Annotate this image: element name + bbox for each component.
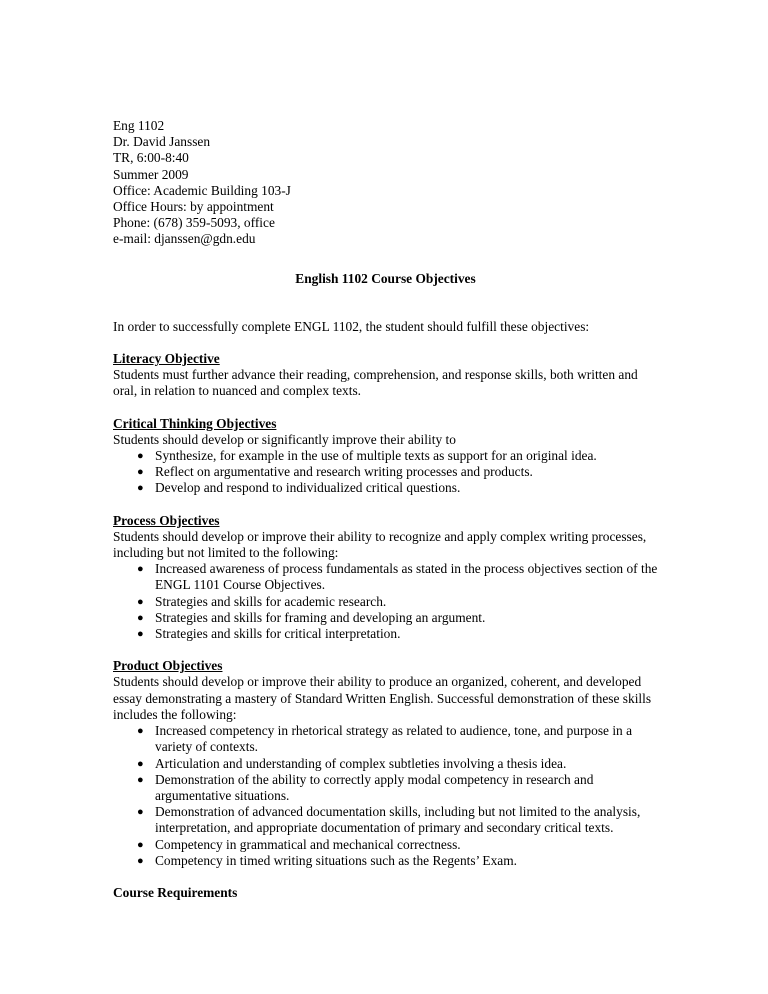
page-title: English 1102 Course Objectives [295,270,476,286]
list-item [113,723,658,755]
instructor-name: Dr. David Janssen [113,134,211,150]
office-hours: Office Hours: by appointment [113,199,274,215]
bullet-icon: ● [137,611,144,624]
critical-thinking-heading: Critical Thinking Objectives [113,415,277,431]
bullet-icon: ● [137,838,144,851]
critical-thinking-section [113,416,658,497]
critical-thinking-list [113,448,658,497]
process-body: Students should develop or improve their ability to recognize and apply complex writing processes, including but not limited to the following: [113,528,647,561]
list-item-text: Articulation and understanding of complex subtleties involving a thesis idea. [155,755,567,771]
intro-paragraph: In order to successfully complete ENGL 1102, the student should fulfill these objectives: [113,318,590,334]
list-item-text: Reflect on argumentative and research writing processes and products. [155,464,533,480]
bullet-icon: ● [137,725,144,738]
bullet-icon: ● [137,450,144,463]
phone: Phone: (678) 359-5093, office [113,215,275,231]
bullet-icon: ● [137,628,144,641]
email: e-mail: djanssen@gdn.edu [113,231,256,247]
list-item [113,448,658,464]
list-item-text: Develop and respond to individualized critical questions. [155,480,461,496]
process-heading: Process Objectives [113,512,220,528]
list-item-text: Increased competency in rhetorical strategy as related to audience, tone, and purpose in a variety of contexts. [155,723,633,755]
class-schedule: TR, 6:00-8:40 [113,150,189,166]
product-heading: Product Objectives [113,658,223,674]
list-item [113,626,658,642]
bullet-icon: ● [137,773,144,786]
list-item-text: Synthesize, for example in the use of multiple texts as support for an original idea. [155,448,597,464]
list-item [113,464,658,480]
bullet-icon: ● [137,466,144,479]
term: Summer 2009 [113,166,189,182]
literacy-section [113,351,658,400]
literacy-body: Students must further advance their reading, comprehension, and response skills, both written and oral, in relation to nuanced and complex texts. [113,367,638,399]
course-header [113,118,658,248]
bullet-icon: ● [137,806,144,819]
product-list [113,723,658,869]
bullet-icon: ● [137,482,144,495]
document-page [113,118,658,901]
list-item-text: Strategies and skills for academic research. [155,593,387,609]
list-item [113,594,658,610]
course-code: Eng 1102 [113,118,165,133]
course-requirements-heading: Course Requirements [113,884,238,900]
list-item-text: Competency in timed writing situations such as the Regents’ Exam. [155,852,517,868]
list-item [113,561,658,593]
list-item-text: Strategies and skills for critical interpretation. [155,626,401,642]
bullet-icon: ● [137,757,144,770]
list-item-text: Strategies and skills for framing and developing an argument. [155,609,486,625]
list-item [113,756,658,772]
bullet-icon: ● [137,595,144,608]
list-item-text: Demonstration of the ability to correctly apply modal competency in research and argumentative situations. [155,771,594,803]
bullet-icon: ● [137,563,144,576]
literacy-heading: Literacy Objective [113,351,220,367]
list-item [113,772,658,804]
list-item [113,610,658,626]
process-list [113,561,658,642]
bullet-icon: ● [137,854,144,867]
list-item [113,853,658,869]
list-item-text: Increased awareness of process fundamentals as stated in the process objectives section of the ENGL 1101 Course Objectives. [155,561,658,593]
list-item-text: Demonstration of advanced documentation skills, including but not limited to the analysis, interpretation, and appropriate documentation of primary and secondary critical texts. [155,804,641,836]
list-item [113,837,658,853]
critical-thinking-body: Students should develop or significantly improve their ability to [113,431,456,447]
product-body: Students should develop or improve their ability to produce an organized, coherent, and developed essay demonstrating a mastery of Standard Written English. Successful demonstration of these skills includes the following: [113,674,652,722]
product-section [113,658,658,869]
list-item [113,480,658,496]
list-item [113,804,658,836]
office-location: Office: Academic Building 103-J [113,182,291,198]
process-section [113,513,658,643]
list-item-text: Competency in grammatical and mechanical correctness. [155,836,461,852]
